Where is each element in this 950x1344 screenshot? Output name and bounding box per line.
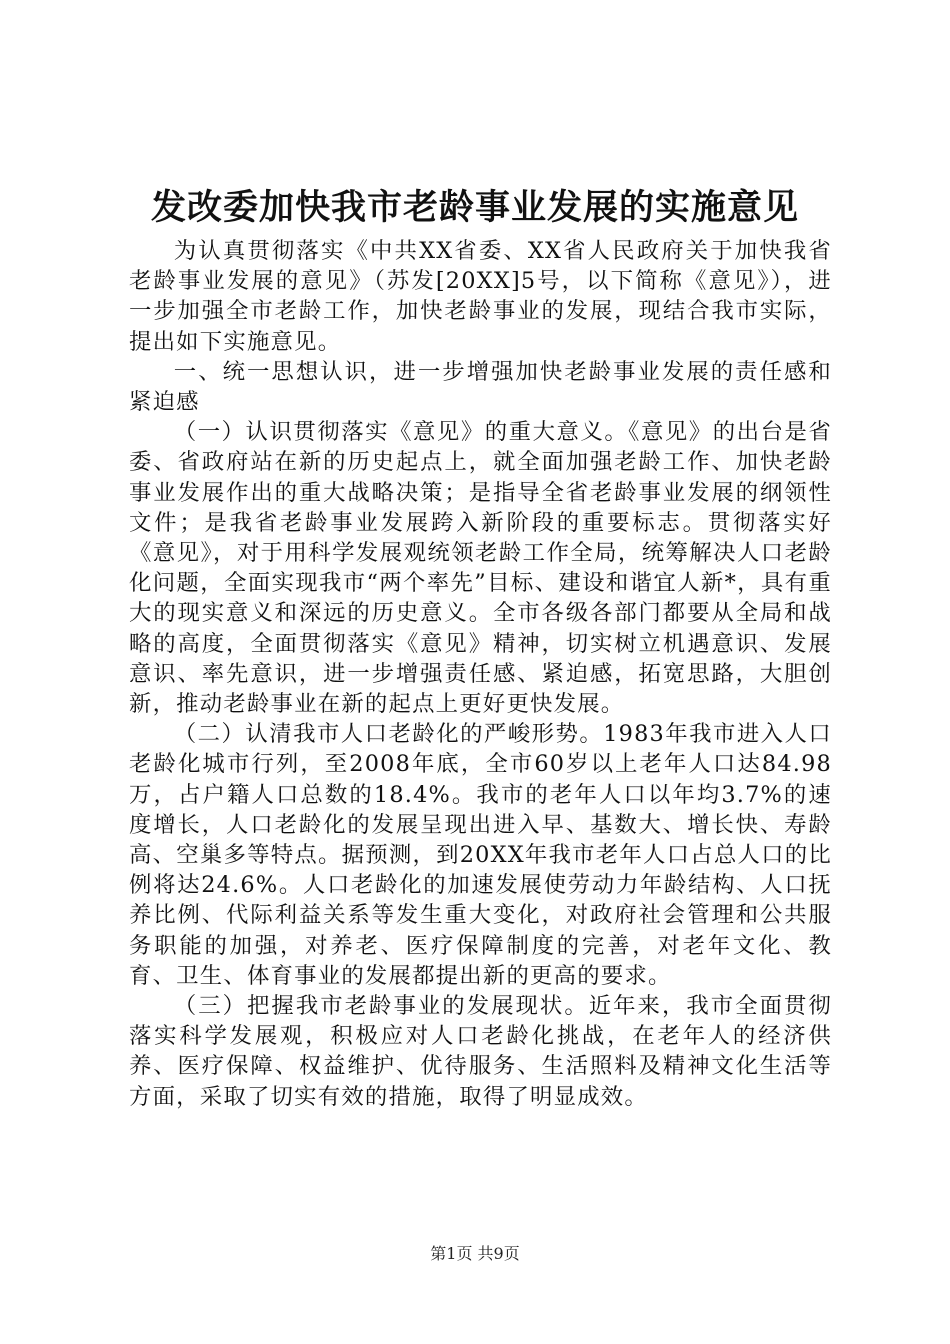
body-paragraph: （一）认识贯彻落实《意见》的重大意义。《意见》的出台是省委、省政府站在新的历史起点上，就全面加强老龄工作、加快老龄事业发展作出的重大战略决策；是指导全省老龄事业发展的纲领性文件；是我省老龄事业发展跨入新阶段的重要标志。贯彻落实好《意见》，对于用科学发展观统领老龄工作全局，统筹解决人口老龄化问题，全面实现我市“两个率先”目标、建设和谐宜人新*，具有重大的现实意义和深远的历史意义。全市各级各部门都要从全局和战略的高度，全面贯彻落实《意见》精神，切实树立机遇意识、发展意识、率先意识，进一步增强责任感、紧迫感，拓宽思路，大胆创新，推动老龄事业在新的起点上更好更快发展。 xyxy=(129,419,832,718)
document-body xyxy=(129,236,832,1112)
page-number-footer: 第1页 共9页 xyxy=(430,1244,520,1263)
section-heading: 一、统一思想认识，进一步增强加快老龄事业发展的责任感和紧迫感 xyxy=(129,358,832,416)
body-paragraph: （二）认清我市人口老龄化的严峻形势。1983年我市进入人口老龄化城市行列，至2008年底，全市60岁以上老年人口达84.98万，占户籍人口总数的18.4%。我市的老年人口以年均3.7%的速度增长，人口老龄化的发展呈现出进入早、基数大、增长快、寿龄高、空巢多等特点。据预测，到20XX年我市老年人口占总人口的比例将达24.6%。人口老龄化的加速发展使劳动力年龄结构、人口抚养比例、代际利益关系等发生重大变化，对政府社会管理和公共服务职能的加强，对养老、医疗保障制度的完善，对老年文化、教育、卫生、体育事业的发展都提出新的更高的要求。 xyxy=(129,721,832,989)
body-paragraph: （三）把握我市老龄事业的发展现状。近年来，我市全面贯彻落实科学发展观，积极应对人口老龄化挑战，在老年人的经济供养、医疗保障、权益维护、优待服务、生活照料及精神文化生活等方面，采取了切实有效的措施，取得了明显成效。 xyxy=(129,993,832,1110)
intro-paragraph: 为认真贯彻落实《中共XX省委、XX省人民政府关于加快我省老龄事业发展的意见》（苏发[20XX]5号，以下简称《意见》），进一步加强全市老龄工作，加快老龄事业的发展，现结合我市实际，提出如下实施意见。 xyxy=(129,238,832,355)
document-title: 发改委加快我市老龄事业发展的实施意见 xyxy=(150,187,799,228)
